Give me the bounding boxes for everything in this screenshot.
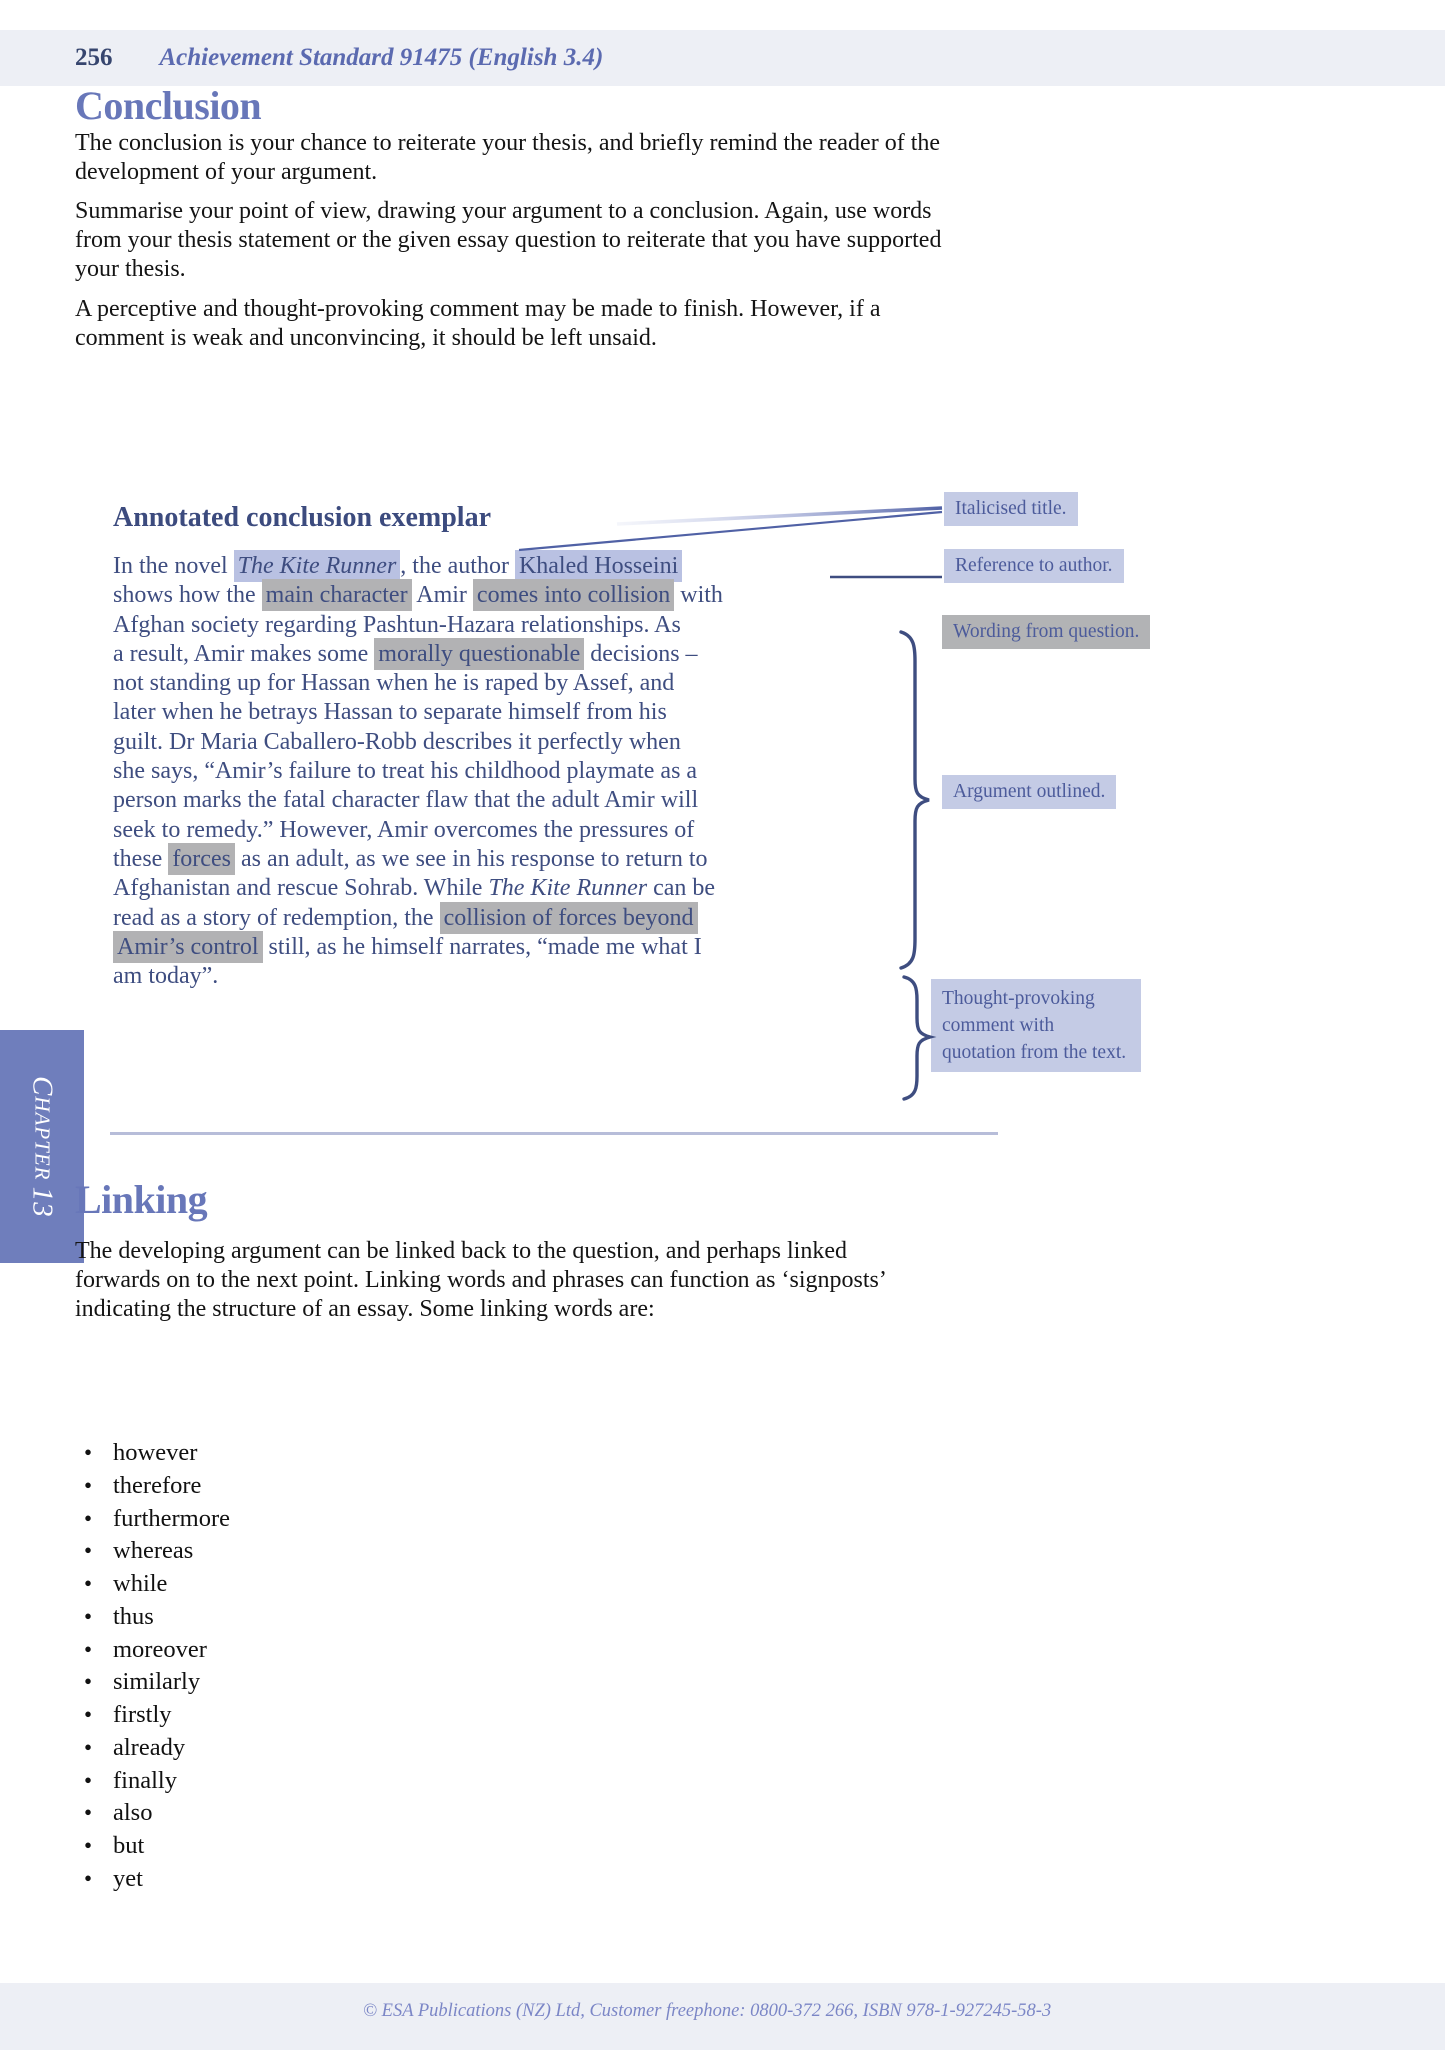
exemplar-line	[113, 962, 723, 991]
annotation-thought-provoking-comment: Thought-provoking comment with quotation from the text.	[931, 979, 1141, 1072]
chapter-13-tab	[0, 1030, 84, 1263]
exemplar-text-segment: , the author	[400, 553, 515, 579]
footer-text: © ESA Publications (NZ) Ltd, Customer freephone: 0800-372 266, ISBN 978-1-927245-58-3	[363, 2001, 1052, 2021]
text-line: A perceptive and thought-provoking comment may be made to finish. However, if a	[75, 296, 881, 322]
linking-word-item: • but	[84, 1830, 230, 1863]
exemplar-text-segment: as an adult, as we see in his response to return to	[234, 845, 708, 872]
exemplar-text-segment: not standing up for Hassan when he is raped by Assef, and	[113, 670, 675, 697]
text-line: forwards on to the next point. Linking words and phrases can function as ‘signposts’	[75, 1267, 887, 1293]
exemplar-text-segment: seek to remedy.” However, Amir overcomes the pressures of	[113, 816, 695, 843]
exemplar-text-segment: decisions –	[584, 640, 698, 667]
linking-word-item: • already	[84, 1732, 230, 1765]
exemplar-text-segment: In the novel	[113, 553, 234, 579]
linking-word-item: • thus	[84, 1601, 230, 1634]
linking-words-list	[84, 1437, 230, 1896]
exemplar-line	[113, 845, 723, 874]
linking-word-item: • while	[84, 1568, 230, 1601]
linking-word-item: • however	[84, 1437, 230, 1470]
header-title: Achievement Standard 91475 (English 3.4)	[159, 44, 604, 71]
exemplar-text-segment: can be	[647, 875, 716, 902]
conclusion-paragraph-3	[75, 295, 881, 353]
text-line: comment is weak and unconvincing, it should be left unsaid.	[75, 325, 657, 351]
conclusion-paragraph-1	[75, 129, 940, 187]
curly-brace-comment-icon	[904, 977, 930, 1099]
exemplar-text-segment: a result, Amir makes some	[113, 640, 375, 667]
exemplar-text-segment: shows how the	[113, 582, 262, 609]
exemplar-line	[113, 728, 723, 757]
conclusion-paragraph-2	[75, 197, 941, 284]
connector-line-kite-runner-to-title-box	[519, 512, 942, 550]
exemplar-line	[113, 611, 723, 640]
exemplar-text-segment: am today”.	[113, 963, 219, 990]
text-line: from your thesis statement or the given essay question to reiterate that you have supported	[75, 227, 942, 253]
highlight-lavender: Khaled Hosseini	[515, 550, 682, 582]
exemplar-line	[113, 816, 723, 845]
exemplar-heading: Annotated conclusion exemplar	[113, 502, 491, 533]
linking-word-item: • finally	[84, 1765, 230, 1798]
annotation-argument-outlined: Argument outlined.	[942, 775, 1116, 809]
annotation-italicised-title: Italicised title.	[944, 492, 1078, 526]
exemplar-line	[113, 786, 723, 815]
exemplar-line	[113, 552, 723, 581]
chapter-13-tab-label: CHAPTER 13	[26, 1075, 59, 1218]
exemplar-line	[113, 874, 723, 903]
highlight-gray: morally questionable	[374, 638, 584, 670]
highlight-gray: collision of forces beyond	[440, 902, 698, 934]
highlight-lavender: The Kite Runner	[234, 550, 401, 582]
exemplar-text-segment: Amir	[411, 582, 473, 609]
connector-line-heading-to-title-box	[617, 508, 942, 524]
exemplar-text-segment: guilt. Dr Maria Caballero-Robb describes it perfectly when	[113, 728, 681, 755]
linking-word-item: • also	[84, 1797, 230, 1830]
exemplar-line	[113, 757, 723, 786]
linking-word-item: • therefore	[84, 1470, 230, 1503]
annotation-reference-to-author: Reference to author.	[944, 549, 1124, 583]
text-line: The conclusion is your chance to reiterate your thesis, and briefly remind the reader of the	[75, 130, 941, 156]
linking-paragraph	[75, 1237, 887, 1324]
curly-brace-argument-icon	[901, 632, 929, 968]
highlight-gray: forces	[168, 843, 235, 875]
exemplar-text	[113, 552, 723, 991]
page-header	[0, 30, 1445, 86]
conclusion-heading: Conclusion	[75, 83, 262, 128]
highlight-gray: main character	[262, 579, 412, 611]
linking-word-item: • whereas	[84, 1535, 230, 1568]
highlight-gray: Amir’s control	[113, 931, 263, 963]
exemplar-text-segment: still, as he himself narrates, “made me what I	[262, 933, 702, 960]
section-divider	[110, 1132, 998, 1135]
exemplar-line	[113, 640, 723, 669]
exemplar-line	[113, 581, 723, 610]
linking-heading: Linking	[75, 1177, 208, 1222]
page-number: 256	[75, 44, 113, 71]
exemplar-text-segment: with	[674, 582, 723, 609]
exemplar-text-segment: read as a story of redemption, the	[113, 904, 440, 931]
exemplar-line	[113, 904, 723, 933]
text-line: Summarise your point of view, drawing your argument to a conclusion. Again, use words	[75, 198, 932, 224]
exemplar-line	[113, 698, 723, 727]
text-line: your thesis.	[75, 256, 186, 282]
linking-word-item: • firstly	[84, 1699, 230, 1732]
annotation-wording-from-question: Wording from question.	[942, 615, 1150, 649]
exemplar-text-segment: The Kite Runner	[488, 875, 648, 902]
linking-word-item: • yet	[84, 1863, 230, 1896]
exemplar-text-segment: she says, “Amir’s failure to treat his childhood playmate as a	[113, 758, 698, 785]
text-line: development of your argument.	[75, 159, 378, 185]
exemplar-text-segment: later when he betrays Hassan to separate himself from his	[113, 699, 667, 726]
highlight-gray: comes into collision	[473, 579, 674, 611]
linking-word-item: • moreover	[84, 1634, 230, 1667]
exemplar-text-segment: these	[113, 845, 169, 872]
exemplar-line	[113, 669, 723, 698]
exemplar-text-segment: Afghan society regarding Pashtun-Hazara relationships. As	[113, 611, 681, 638]
exemplar-text-segment: person marks the fatal character flaw that the adult Amir will	[113, 787, 699, 814]
exemplar-line	[113, 933, 723, 962]
text-line: The developing argument can be linked back to the question, and perhaps linked	[75, 1238, 847, 1264]
text-line: indicating the structure of an essay. Some linking words are:	[75, 1296, 655, 1322]
exemplar-text-segment: Afghanistan and rescue Sohrab. While	[113, 875, 489, 902]
linking-word-item: • similarly	[84, 1666, 230, 1699]
linking-word-item: • furthermore	[84, 1503, 230, 1536]
